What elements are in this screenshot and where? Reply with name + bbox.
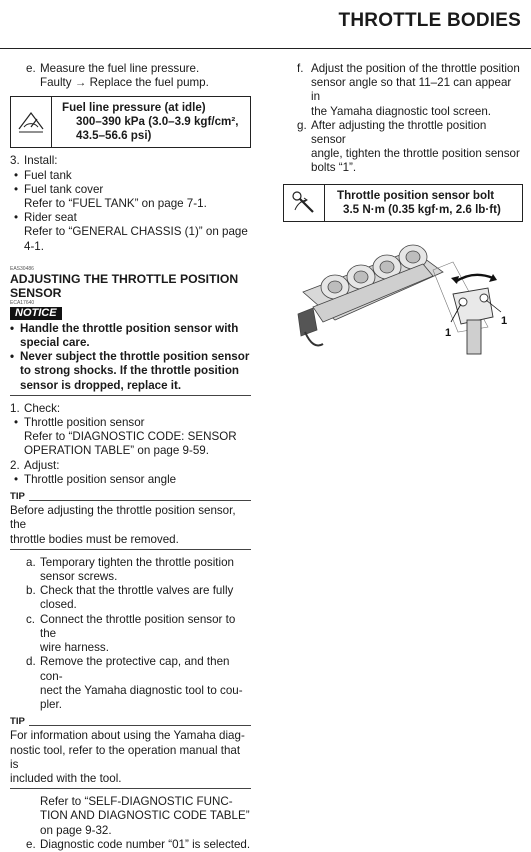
step-text: After adjusting the throttle position sensor — [311, 118, 487, 147]
step-label: Check: — [24, 401, 61, 415]
section-code: EAS30486 — [10, 265, 34, 272]
spec-box-bolt-torque — [283, 184, 523, 222]
notice-end-rule — [10, 395, 251, 396]
notice-list — [10, 322, 251, 393]
figure-callout: 1 — [501, 314, 508, 327]
step-text: Remove the protective cap, and then con- — [40, 655, 230, 683]
step-letter: f. — [297, 62, 304, 75]
tip-heading — [10, 715, 251, 729]
list-item: OPERATION TABLE” on page 9-59. — [24, 444, 209, 458]
right-column — [283, 62, 523, 367]
step-text: Faulty → Replace the fuel pump. — [40, 76, 209, 90]
list-item: 4-1. — [24, 239, 44, 253]
list-item: Rider seat — [24, 211, 77, 225]
notice-code: ECA17640 — [10, 299, 35, 306]
notice-text: sensor is dropped, replace it. — [20, 378, 182, 392]
step-letter: a. — [26, 555, 36, 569]
step-text: nect the Yamaha diagnostic tool to cou- — [40, 683, 243, 697]
bullet: • — [14, 168, 19, 182]
spec-title: Throttle position sensor bolt — [337, 188, 495, 202]
step-g — [297, 119, 523, 176]
list-item: Throttle position sensor — [24, 416, 145, 430]
bullet: • — [14, 211, 19, 225]
step-letter: d. — [26, 655, 36, 669]
list-item: Refer to “FUEL TANK” on page 7-1. — [24, 197, 207, 211]
step-text: the Yamaha diagnostic tool screen. — [311, 104, 492, 118]
bullet: • — [10, 350, 15, 364]
step-number: 3. — [10, 154, 20, 168]
step-e-selected — [26, 838, 251, 852]
refer-text: on page 9-32. — [40, 823, 112, 837]
step-text: sensor screws. — [40, 570, 118, 584]
step-text: wire harness. — [40, 641, 109, 655]
header-rule — [0, 48, 531, 49]
section-title: SENSOR — [10, 285, 62, 300]
notice-text: to strong shocks. If the throttle position — [20, 364, 239, 378]
step-letter: b. — [26, 584, 36, 598]
list-item: Fuel tank — [24, 168, 72, 182]
tip-label: TIP — [10, 491, 25, 503]
step-text: Adjust the position of the throttle position — [311, 62, 520, 75]
step-text: sensor angle so that 11–21 can appear in — [311, 76, 512, 104]
list-item: Throttle position sensor angle — [24, 472, 177, 486]
step-letter: e. — [26, 62, 36, 75]
figure-callout: 1 — [445, 326, 452, 339]
bullet: • — [14, 182, 19, 196]
tip-end-rule — [10, 788, 251, 789]
step-text: Connect the throttle position sensor to the — [40, 612, 236, 640]
tip-text: nostic tool, refer to the operation manual that is — [10, 743, 241, 771]
step-text: closed. — [40, 598, 77, 612]
list-item: Refer to “GENERAL CHASSIS (1)” on page — [24, 225, 248, 239]
step-e-measure — [26, 62, 251, 90]
tip-text: throttle bodies must be removed. — [10, 532, 179, 546]
step-number: 1. — [10, 401, 20, 415]
step-letter: g. — [297, 118, 307, 132]
spec-value: 43.5–56.6 psi) — [76, 129, 152, 143]
step-text: Check that the throttle valves are fully — [40, 584, 234, 598]
step-text: angle, tighten the throttle position sensor — [311, 147, 520, 161]
list-item: Fuel tank cover — [24, 182, 104, 196]
tip-text: For information about using the Yamaha diag- — [10, 729, 245, 743]
refer-block — [40, 795, 251, 838]
step-adjust — [10, 459, 251, 487]
step-install — [10, 154, 251, 253]
spec-title: Fuel line pressure (at idle) — [62, 101, 206, 115]
step-label: Adjust: — [24, 458, 60, 472]
bullet: • — [14, 416, 19, 430]
refer-text: TION AND DIAGNOSTIC CODE TABLE” — [40, 809, 250, 823]
step-text: Measure the fuel line pressure. — [40, 62, 200, 75]
step-letter: c. — [26, 612, 36, 626]
notice-badge: NOTICE — [10, 307, 62, 320]
left-column — [10, 62, 251, 852]
tip-heading — [10, 490, 251, 504]
spec-value: 3.5 N·m (0.35 kgf·m, 2.6 lb·ft) — [343, 202, 501, 216]
step-letter: e. — [26, 837, 36, 851]
step-label: Install: — [24, 154, 58, 168]
tip-label: TIP — [10, 716, 25, 728]
page-title: THROTTLE BODIES — [338, 10, 521, 31]
step-text: Diagnostic code number “01” is selected. — [40, 837, 251, 851]
notice-text: Handle the throttle position sensor with — [20, 321, 239, 335]
notice-text: Never subject the throttle position sensor — [20, 350, 250, 364]
step-text: pler. — [40, 697, 62, 711]
refer-text: Refer to “SELF-DIAGNOSTIC FUNC- — [40, 795, 233, 809]
step-number: 2. — [10, 458, 20, 472]
torque-wrench-icon — [284, 185, 325, 221]
spec-value: 300–390 kPa (3.0–3.9 kgf/cm², — [76, 115, 239, 129]
list-item: Refer to “DIAGNOSTIC CODE: SENSOR — [24, 430, 237, 444]
pressure-gauge-icon — [11, 97, 52, 147]
bullet: • — [10, 321, 15, 335]
throttle-body-illustration — [283, 232, 523, 367]
step-check — [10, 402, 251, 459]
spec-box-fuel-pressure — [10, 96, 251, 148]
step-text: bolts “1”. — [311, 161, 357, 175]
substep-list — [26, 556, 251, 712]
tip-text: included with the tool. — [10, 771, 122, 785]
notice-text: special care. — [20, 336, 90, 350]
bullet: • — [14, 472, 19, 486]
step-text: Temporary tighten the throttle position — [40, 555, 234, 569]
tip-end-rule — [10, 549, 251, 550]
step-f — [297, 62, 523, 119]
tip-text: Before adjusting the throttle position sensor, the — [10, 504, 236, 532]
section-title: ADJUSTING THE THROTTLE POSITION — [10, 271, 239, 286]
